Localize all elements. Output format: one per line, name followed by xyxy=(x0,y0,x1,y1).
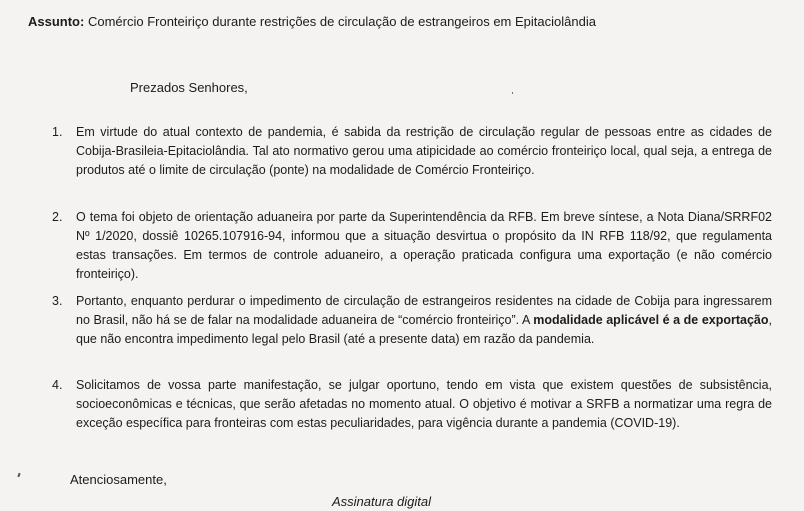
item-text-part: O tema foi objeto de orientação aduaneira por parte da Superintendência da RFB. Em breve síntese, a Nota Diana/SRRF02 Nº 1/2020, dossiê 10265.107916-94, informou que a situação desvirtua o propósito da IN RFB 118/92, que regulamenta estas transações. Em termos de controle aduaneiro, a operação praticada configura uma exportação (e não comércio fronteiriço). xyxy=(76,210,772,281)
item-text-part: , que não encontra impedimento legal pelo Brasil (até a presente data) em razão da pandemia. xyxy=(76,313,772,346)
item-number: 3. xyxy=(52,294,63,308)
item-text xyxy=(76,292,772,349)
item-text-part: Em virtude do atual contexto de pandemia, é sabida da restrição de circulação regular de pessoas entre as cidades de Cobija-Brasileia-Epitaciolândia. Tal ato normativo gerou uma atipicidade ao comércio fronteiriço local, qual seja, a entrega de produtos até o limite de circulação (ponte) na modalidade de Comércio Fronteiriço. xyxy=(76,125,772,177)
list-item-4 xyxy=(52,376,772,433)
item-text xyxy=(76,123,772,180)
list-item-1 xyxy=(52,123,772,180)
item-number: 1. xyxy=(52,125,63,139)
item-text xyxy=(76,208,772,284)
list-item-2 xyxy=(52,208,772,284)
item-text-part: Portanto, enquanto perdurar o impedimento de circulação de estrangeiros residentes na cidade de Cobija para ingressarem no Brasil, não há se de falar na modalidade aduaneira de “comércio fronteiriço”. A xyxy=(76,294,772,327)
closing: Atenciosamente, xyxy=(70,472,167,487)
item-number: 4. xyxy=(52,378,63,392)
item-text-bold-part: modalidade aplicável é a de exportação xyxy=(533,313,769,327)
item-text xyxy=(76,376,772,433)
signature: Assinatura digital xyxy=(332,494,431,509)
subject-line xyxy=(28,13,798,31)
scan-speck xyxy=(17,473,20,477)
greeting: Prezados Senhores, xyxy=(130,80,248,95)
item-text-part: Solicitamos de vossa parte manifestação, se julgar oportuno, tendo em vista que existem questões de subsistência, socioeconômicas e técnicas, que serão afetadas no momento atual. O objetivo é motivar a SRFB a normatizar uma regra de exceção específica para fronteiras com estas peculiaridades, para vigência durante a pandemia (COVID-19). xyxy=(76,378,772,430)
subject-label: Assunto: xyxy=(28,14,85,29)
item-number: 2. xyxy=(52,210,63,224)
scan-speck xyxy=(512,92,513,94)
list-item-3 xyxy=(52,292,772,349)
subject-text: Comércio Fronteiriço durante restrições de circulação de estrangeiros em Epitaciolândia xyxy=(87,14,596,29)
